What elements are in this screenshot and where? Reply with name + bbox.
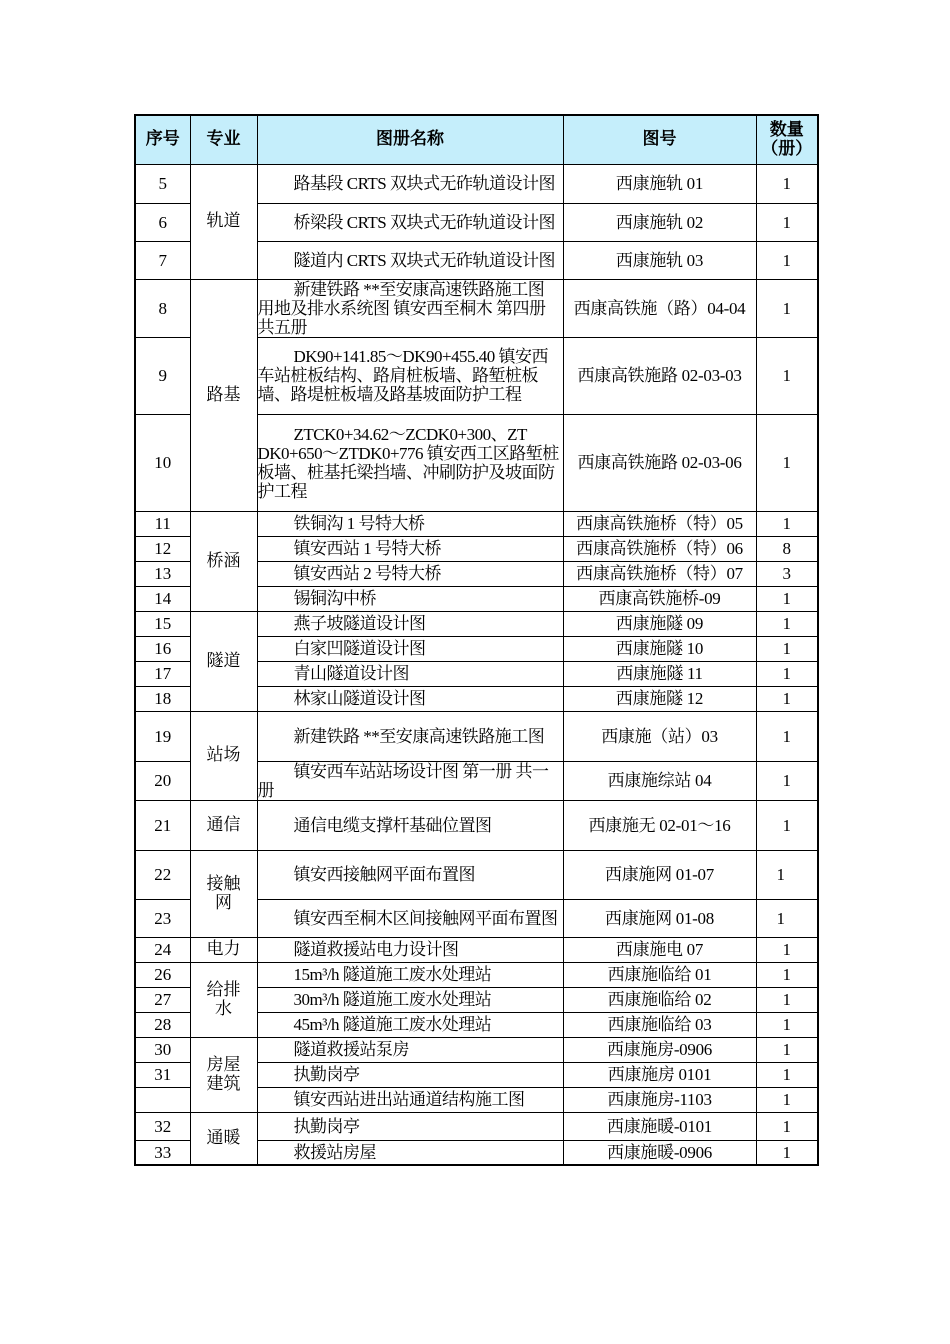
header-seq: 序号 [135,115,190,164]
row-name: 路基段 CRTS 双块式无砟轨道设计图 [257,164,563,203]
row-code: 西康高铁施路 02-03-06 [563,414,756,511]
row-qty: 1 [756,1140,818,1165]
row-code: 西康施临给 01 [563,962,756,987]
row-qty: 1 [756,241,818,279]
row-qty: 1 [756,761,818,800]
row-qty: 1 [756,899,818,937]
table-row [135,850,818,899]
row-name: 镇安西至桐木区间接触网平面布置图 [257,899,563,937]
row-code: 西康施无 02-01～16 [563,800,756,850]
row-code: 西康施暖-0101 [563,1112,756,1140]
row-seq: 24 [135,937,190,962]
row-code: 西康施隧 10 [563,636,756,661]
row-name: 15m³/h 隧道施工废水处理站 [257,962,563,987]
row-major: 隧道 [190,611,257,711]
table-row [135,611,818,636]
row-code: 西康施房-1103 [563,1087,756,1112]
row-code: 西康高铁施路 02-03-03 [563,337,756,414]
row-seq: 12 [135,536,190,561]
row-code: 西康高铁施（路）04-04 [563,279,756,337]
row-qty: 1 [756,511,818,536]
table-row [135,711,818,761]
table-row [135,164,818,203]
row-code: 西康施轨 01 [563,164,756,203]
row-name: DK90+141.85～DK90+455.40 镇安西车站桩板结构、路肩桩板墙、路堑桩板墙、路堤桩板墙及路基坡面防护工程 [257,337,563,414]
row-name: 青山隧道设计图 [257,661,563,686]
row-seq: 33 [135,1140,190,1165]
row-name: 新建铁路 **至安康高速铁路施工图 用地及排水系统图 镇安西至桐木 第四册 共五册 [257,279,563,337]
row-major: 给排水 [190,962,257,1037]
row-code: 西康施暖-0906 [563,1140,756,1165]
row-qty: 1 [756,611,818,636]
row-qty: 1 [756,636,818,661]
row-name: 执勤岗亭 [257,1062,563,1087]
row-code: 西康施房 0101 [563,1062,756,1087]
row-code: 西康施（站）03 [563,711,756,761]
row-major: 站场 [190,711,257,800]
row-qty: 1 [756,164,818,203]
row-name: 桥梁段 CRTS 双块式无砟轨道设计图 [257,203,563,241]
header-name: 图册名称 [257,115,563,164]
row-code: 西康施网 01-08 [563,899,756,937]
table-row [135,511,818,536]
row-qty: 1 [756,203,818,241]
row-seq: 27 [135,987,190,1012]
row-qty: 1 [756,800,818,850]
row-qty: 1 [756,711,818,761]
row-seq: 9 [135,337,190,414]
row-code: 西康施隧 12 [563,686,756,711]
row-qty: 1 [756,962,818,987]
row-seq: 32 [135,1112,190,1140]
row-code: 西康高铁施桥（特）05 [563,511,756,536]
row-seq: 23 [135,899,190,937]
row-name: 执勤岗亭 [257,1112,563,1140]
row-major: 通信 [190,800,257,850]
row-qty: 1 [756,586,818,611]
row-code: 西康高铁施桥-09 [563,586,756,611]
row-name: 镇安西站进出站通道结构施工图 [257,1087,563,1112]
row-seq: 10 [135,414,190,511]
row-code: 西康施轨 02 [563,203,756,241]
row-seq: 7 [135,241,190,279]
row-qty: 1 [756,337,818,414]
row-major: 电力 [190,937,257,962]
row-name: 新建铁路 **至安康高速铁路施工图 [257,711,563,761]
row-qty: 1 [756,1012,818,1037]
row-code: 西康施房-0906 [563,1037,756,1062]
row-seq: 5 [135,164,190,203]
row-name: 45m³/h 隧道施工废水处理站 [257,1012,563,1037]
row-qty: 1 [756,937,818,962]
drawing-list-table [134,114,819,1166]
row-major: 轨道 [190,164,257,279]
header-qty: 数量（册） [756,115,818,164]
row-seq: 6 [135,203,190,241]
row-seq: 17 [135,661,190,686]
row-qty: 1 [756,850,818,899]
row-code: 西康施临给 03 [563,1012,756,1037]
row-qty: 1 [756,414,818,511]
row-seq: 14 [135,586,190,611]
row-seq: 11 [135,511,190,536]
row-major: 通暖 [190,1112,257,1165]
row-code: 西康施电 07 [563,937,756,962]
row-name: 隧道救援站电力设计图 [257,937,563,962]
row-major: 房屋建筑 [190,1037,257,1112]
row-seq: 16 [135,636,190,661]
row-seq: 18 [135,686,190,711]
header-major: 专业 [190,115,257,164]
header-row [135,115,818,164]
row-code: 西康施综站 04 [563,761,756,800]
row-name: 白家凹隧道设计图 [257,636,563,661]
row-seq: 21 [135,800,190,850]
row-qty: 1 [756,1112,818,1140]
row-qty: 1 [756,1037,818,1062]
row-name: 镇安西接触网平面布置图 [257,850,563,899]
row-qty: 8 [756,536,818,561]
row-code: 西康施网 01-07 [563,850,756,899]
row-seq: 19 [135,711,190,761]
table-row [135,279,818,337]
row-major: 路基 [190,279,257,511]
row-name: 镇安西站 1 号特大桥 [257,536,563,561]
row-name: 燕子坡隧道设计图 [257,611,563,636]
table-row [135,1112,818,1140]
row-code: 西康施临给 02 [563,987,756,1012]
row-seq: 15 [135,611,190,636]
table-row [135,1037,818,1062]
row-code: 西康施隧 09 [563,611,756,636]
table-row [135,800,818,850]
row-name: 隧道内 CRTS 双块式无砟轨道设计图 [257,241,563,279]
row-major: 接触网 [190,850,257,937]
row-major: 桥涵 [190,511,257,611]
row-qty: 1 [756,1062,818,1087]
row-seq: 31 [135,1062,190,1087]
row-seq: 22 [135,850,190,899]
row-name: 镇安西车站站场设计图 第一册 共一册 [257,761,563,800]
table-row [135,962,818,987]
row-qty: 1 [756,279,818,337]
row-qty: 1 [756,987,818,1012]
row-name: 救援站房屋 [257,1140,563,1165]
row-seq: 26 [135,962,190,987]
row-qty: 1 [756,1087,818,1112]
row-code: 西康高铁施桥（特）06 [563,536,756,561]
row-seq: 8 [135,279,190,337]
row-name: 30m³/h 隧道施工废水处理站 [257,987,563,1012]
row-name: 林家山隧道设计图 [257,686,563,711]
row-code: 西康施轨 03 [563,241,756,279]
row-name: 通信电缆支撑杆基础位置图 [257,800,563,850]
row-code: 西康高铁施桥（特）07 [563,561,756,586]
row-name: ZTCK0+34.62～ZCDK0+300、ZT DK0+650～ZTDK0+776 镇安西工区路堑桩板墙、桩基托梁挡墙、冲刷防护及坡面防护工程 [257,414,563,511]
row-qty: 1 [756,661,818,686]
row-name: 镇安西站 2 号特大桥 [257,561,563,586]
row-seq: 28 [135,1012,190,1037]
row-code: 西康施隧 11 [563,661,756,686]
row-qty: 3 [756,561,818,586]
row-seq [135,1087,190,1112]
row-qty: 1 [756,686,818,711]
row-seq: 30 [135,1037,190,1062]
row-name: 铁铜沟 1 号特大桥 [257,511,563,536]
header-code: 图号 [563,115,756,164]
row-seq: 20 [135,761,190,800]
row-seq: 13 [135,561,190,586]
table-row [135,937,818,962]
row-name: 锡铜沟中桥 [257,586,563,611]
row-name: 隧道救援站泵房 [257,1037,563,1062]
